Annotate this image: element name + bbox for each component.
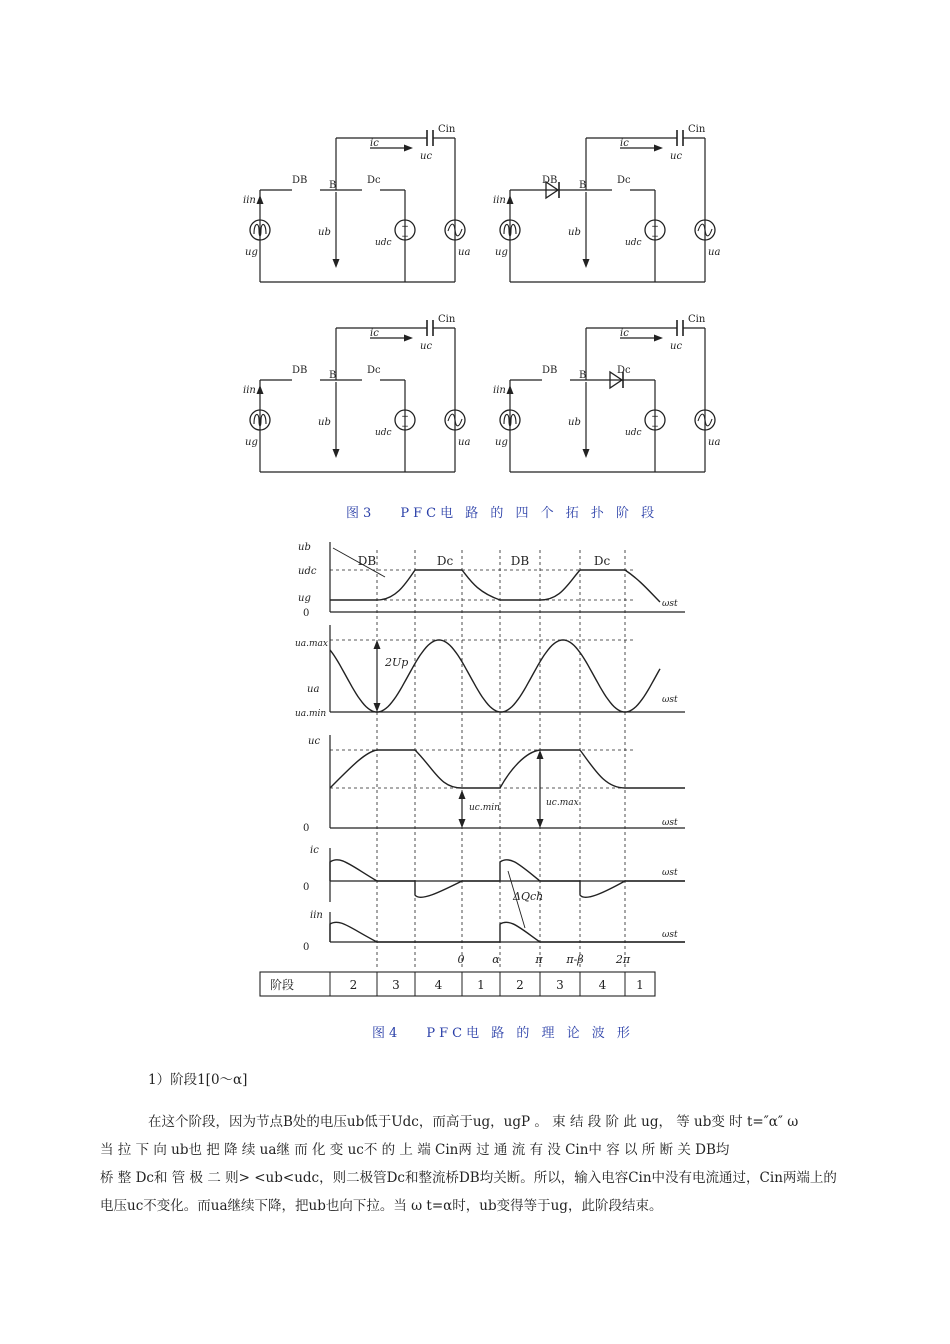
ic-label: ic	[620, 138, 629, 149]
cin-label: Cin	[688, 124, 706, 135]
arrow-head	[654, 145, 663, 152]
iin-waveform	[330, 922, 685, 942]
arrow-head	[583, 449, 590, 458]
uc-waveform	[330, 750, 685, 788]
ug-label: ug	[495, 437, 508, 448]
uamin-label: ua.min	[295, 709, 327, 719]
udc-label: udc	[375, 428, 392, 438]
uc-label: uc	[420, 151, 433, 162]
iin-label: iin	[493, 195, 506, 206]
uc-label: uc	[420, 341, 433, 352]
iin-arrow	[507, 385, 514, 394]
dc-label: Dc	[617, 365, 631, 376]
angle-label: 2π	[615, 953, 631, 966]
ic-wst-label: ωst	[662, 868, 678, 878]
ic-zero-label: 0	[303, 882, 310, 893]
uc-label: uc	[670, 151, 683, 162]
ua-label: ua	[458, 247, 471, 258]
ug-label: ug	[495, 247, 508, 258]
circuit-panel-4	[493, 314, 720, 472]
arrow-head	[404, 335, 413, 342]
minus-sign: −	[651, 422, 659, 432]
dq-label: ΔQch	[513, 890, 544, 903]
arrow-head	[654, 335, 663, 342]
ua-label: ua	[708, 247, 721, 258]
para-line-2: 当 拉 下 向 ub也 把 降 续 ua继 而 化 变 uc不 的 上 端 Cin两 过 通 流 有 没 Cin中 容 以 所 断 关 DB均	[100, 1142, 730, 1158]
stage-cell: 2	[349, 978, 358, 992]
stage-table-header: 阶段	[269, 978, 295, 992]
iin-axis-label: iin	[310, 910, 323, 921]
ic-axis-label: ic	[310, 845, 319, 856]
iin-label: iin	[493, 385, 506, 396]
ub-wst-label: ωst	[662, 599, 678, 609]
db-label: DB	[292, 365, 308, 376]
db-label: DB	[542, 365, 558, 376]
ug-label: ug	[245, 437, 258, 448]
uamax-label: ua.max	[295, 639, 328, 649]
cin-label: Cin	[438, 314, 456, 325]
iin-zero-label: 0	[303, 942, 310, 953]
plus-sign: +	[651, 412, 659, 422]
ub-label: ub	[318, 417, 331, 428]
udc-label: udc	[625, 428, 642, 438]
arrow-head	[374, 703, 381, 712]
angle-label: α	[492, 953, 500, 966]
minus-sign: −	[651, 232, 659, 242]
angle-label: 0	[457, 953, 465, 966]
ua-label: ua	[708, 437, 721, 448]
ic-waveform	[330, 860, 685, 898]
fig4-waveform-diagram	[255, 530, 695, 1005]
fig4-caption: 图4 PFC电 路 的 理 论 波 形	[372, 1026, 634, 1041]
circuit-panel-3	[243, 314, 470, 472]
node-b-label: B	[329, 370, 337, 381]
ua-waveform	[330, 640, 660, 712]
uc-wst-label: ωst	[662, 818, 678, 828]
ub-label: ub	[568, 227, 581, 238]
ua-axis-label: ua	[307, 684, 320, 695]
ub-axis-label: ub	[298, 542, 311, 553]
udc-label: udc	[625, 238, 642, 248]
amp-label: 2Up	[385, 656, 409, 669]
node-b-label: B	[329, 180, 337, 191]
fig3-circuit-diagrams	[230, 110, 721, 490]
ub-segment-label: Dc	[593, 554, 611, 568]
body-paragraph	[100, 1108, 852, 1220]
iin-label: iin	[243, 195, 256, 206]
ub-segment-label: Dc	[436, 554, 454, 568]
iin-arrow	[257, 195, 264, 204]
ub-label: ub	[568, 417, 581, 428]
plus-sign: +	[401, 222, 409, 232]
udc-label: udc	[375, 238, 392, 248]
arrow-head	[459, 790, 466, 799]
stage-cell: 3	[392, 978, 400, 992]
arrow-head	[374, 640, 381, 649]
ucmax-label: uc.max	[546, 798, 579, 808]
node-b-label: B	[579, 180, 587, 191]
plus-sign: +	[401, 412, 409, 422]
para-line-4: 电压uc不变化。而ua继续下降，把ub也向下拉。当 ω t=α时，ub变得等于ug，此阶段结束。	[100, 1198, 663, 1214]
stage-cell: 2	[516, 978, 524, 992]
ua-label: ua	[458, 437, 471, 448]
para-line-1: 在这个阶段，因为节点B处的电压ub低于Udc，而高于ug，ugP 。 束 结 段 阶 此 ug， 等 ub变 时 t=″α″ ω	[148, 1114, 799, 1130]
fig3-caption: 图3 PFC电 路 的 四 个 拓 扑 阶 段	[346, 506, 659, 521]
ic-label: ic	[370, 328, 379, 339]
stage-cell: 1	[477, 978, 485, 992]
ic-label: ic	[620, 328, 629, 339]
angle-label: π-β	[566, 953, 584, 966]
db-label: DB	[542, 175, 558, 186]
ub-segment-label: DB	[510, 554, 530, 568]
arrow-head	[459, 819, 466, 828]
stage-cell: 4	[434, 978, 443, 992]
cin-label: Cin	[688, 314, 706, 325]
uc-zero-label: 0	[303, 823, 310, 834]
ub-waveform	[330, 570, 660, 602]
db-label: DB	[292, 175, 308, 186]
circuit-panel-1	[243, 124, 470, 282]
iin-label: iin	[243, 385, 256, 396]
stage-cell: 3	[556, 978, 564, 992]
angle-label: π	[535, 953, 543, 966]
arrow-head	[333, 449, 340, 458]
ic-label: ic	[370, 138, 379, 149]
stage-table	[260, 972, 655, 996]
udc-axis-label: udc	[298, 566, 317, 577]
ub-label: ub	[318, 227, 331, 238]
stage-cell: 1	[636, 978, 644, 992]
ub-segment-label: DB	[357, 554, 377, 568]
iin-arrow	[507, 195, 514, 204]
section-heading: 1）阶段1[0～α]	[148, 1072, 248, 1088]
dc-label: Dc	[367, 365, 381, 376]
arrow-head	[404, 145, 413, 152]
iin-arrow	[257, 385, 264, 394]
ucmin-label: uc.min	[469, 803, 500, 813]
para-line-3: 桥 整 Dc和 管 极 二 则> <ub<udc，则二极管Dc和整流桥DB均关断。所以，输入电容Cin中没有电流通过，Cin两端上的	[100, 1170, 837, 1186]
ub-zero-label: 0	[303, 608, 310, 619]
iin-wst-label: ωst	[662, 930, 678, 940]
minus-sign: −	[401, 232, 409, 242]
circuit-panel-2	[493, 124, 720, 282]
stage-cell: 4	[598, 978, 607, 992]
dc-label: Dc	[617, 175, 631, 186]
minus-sign: −	[401, 422, 409, 432]
ug-label: ug	[245, 247, 258, 258]
arrow-head	[537, 819, 544, 828]
arrow-head	[333, 259, 340, 268]
arrow-head	[583, 259, 590, 268]
ua-wst-label: ωst	[662, 695, 678, 705]
uc-axis-label: uc	[308, 736, 321, 747]
node-b-label: B	[579, 370, 587, 381]
plus-sign: +	[651, 222, 659, 232]
cin-label: Cin	[438, 124, 456, 135]
dc-label: Dc	[367, 175, 381, 186]
uc-label: uc	[670, 341, 683, 352]
ug-axis-label: ug	[298, 593, 311, 604]
arrow-head	[537, 750, 544, 759]
